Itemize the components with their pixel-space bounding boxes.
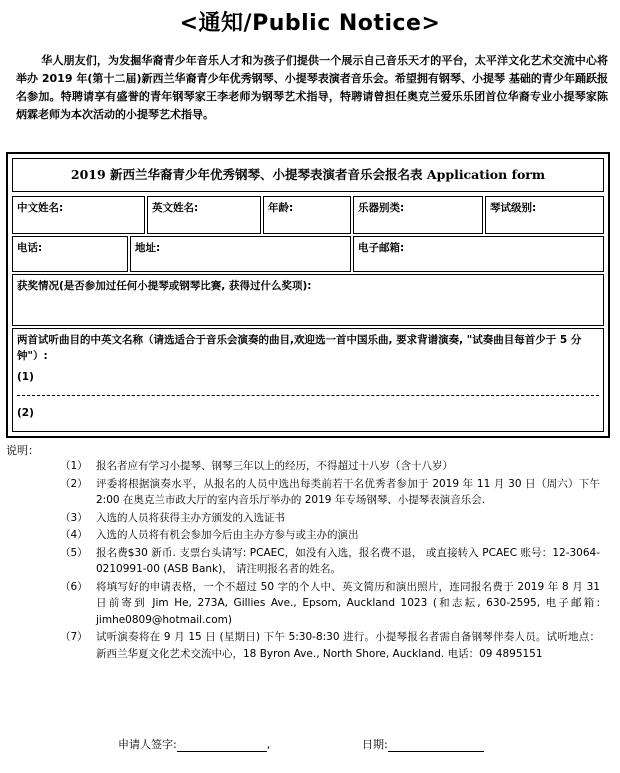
signature-comma: , xyxy=(266,738,271,751)
note-number: （2） xyxy=(60,477,88,490)
notes-label: 说明： xyxy=(6,444,39,457)
applicant-signature-line[interactable] xyxy=(177,737,267,752)
phone-field[interactable] xyxy=(12,236,128,272)
note-text: 评委将根据演奏水平，从报名的人员中选出每类前若干名优秀者参加于 2019 年 11 月 30 日（周六）下午 2:00 在奥克兰市政大厅的室内音乐厅举办的 2019 年专场钢琴、小提琴表演音乐会. xyxy=(96,477,600,506)
english-name-field[interactable] xyxy=(147,196,261,234)
note-number: （7） xyxy=(60,631,88,643)
divider xyxy=(17,395,599,396)
awards-label: 获奖情况(是否参加过任何小提琴或钢琴比赛, 获得过什么奖项): xyxy=(17,280,312,292)
intro-paragraph: 华人朋友们，为发掘华裔青少年音乐人才和为孩子们提供一个展示自己音乐天才的平台，太平洋文化艺术交流中心将举办 2019 年(第十二届)新西兰华裔青少年优秀钢琴、小提琴表演者音乐会。希望拥有钢琴、小提琴 基础的青少年踊跃报名参加。特聘请享有盛誉的青年钢琴家王李老师为钢琴艺术指导，特聘请曾担任奥克兰爱乐乐团首位华裔专业小提琴家陈炳霖老师为本次活动的小提琴艺术指导。 xyxy=(16,54,608,121)
phone-label: 电话: xyxy=(17,242,43,254)
note-text: 试听演奏将在 9 月 15 日 (星期日) 下午 5:30-8:30 进行。小提琴报名者需自备钢琴伴奏人员。试听地点：新西兰华夏文化艺术交流中心，18 Byron Ave., North Shore, Auckland. 电话：09 4895151 xyxy=(96,631,600,660)
note-text: 入选的人员将有机会参加今后由主办方参与或主办的演出 xyxy=(96,529,359,541)
email-field[interactable] xyxy=(353,236,604,272)
applicant-signature xyxy=(118,736,270,752)
date-line[interactable] xyxy=(388,737,484,752)
note-number: （6） xyxy=(60,580,88,593)
notes-list xyxy=(60,458,600,663)
list-item xyxy=(60,629,600,662)
age-label: 年龄: xyxy=(268,202,294,214)
grade-field[interactable] xyxy=(485,196,604,234)
note-number: （1） xyxy=(60,460,88,472)
note-number: （4） xyxy=(60,529,88,541)
list-item xyxy=(60,527,600,544)
list-item xyxy=(60,476,600,509)
list-item xyxy=(60,579,600,629)
list-item xyxy=(60,545,600,578)
note-number: （5） xyxy=(60,546,88,559)
note-text: 报名费$30 新币. 支票台头请写: PCAEC，如没有入选，报名费不退， 或直接转入 PCAEC 账号：12-3064-0210991-00 (ASB Bank)， 请注明报名者的姓名。 xyxy=(96,546,600,575)
instrument-label: 乐器别类: xyxy=(358,202,405,214)
page-title: <通知/Public Notice> xyxy=(179,11,441,36)
note-text: 入选的人员将获得主办方颁发的入选证书 xyxy=(96,511,285,524)
list-item xyxy=(60,510,600,527)
list-item xyxy=(60,458,600,475)
applicant-signature-label: 申请人签字: xyxy=(118,738,177,751)
date-label: 日期: xyxy=(362,738,388,751)
piece-1-label: (1) xyxy=(17,371,34,383)
piece-2-label: (2) xyxy=(17,407,34,419)
date-signature xyxy=(362,736,484,752)
note-text: 报名者应有学习小提琴、钢琴三年以上的经历，不得超过十八岁（含十八岁） xyxy=(96,460,453,472)
age-field[interactable] xyxy=(263,196,351,234)
grade-label: 琴试级别: xyxy=(490,202,537,214)
awards-field[interactable] xyxy=(12,274,604,326)
email-label: 电子邮箱: xyxy=(358,242,405,254)
instrument-field[interactable] xyxy=(353,196,483,234)
pieces-field[interactable] xyxy=(12,328,604,432)
pieces-requirement: 两首试听曲目的中英文名称（请选适合于音乐会演奏的曲目,欢迎选一首中国乐曲, 要求背谱演奏, "试奏曲目每首少于 5 分钟"）: xyxy=(17,334,582,362)
chinese-name-label: 中文姓名: xyxy=(17,202,64,214)
chinese-name-field[interactable] xyxy=(12,196,145,234)
note-number: （3） xyxy=(60,511,88,524)
note-text: 将填写好的申请表格，一个不超过 50 字的个人中、英文简历和演出照片，连同报名费于 2019 年 8 月 31 日前寄到 Jim He, 273A, Gillies Ave., Epsom, Auckland 1023 (和志耘, 630-2595, 电子邮箱: jimhe0809@hotmail.com) xyxy=(96,580,600,626)
address-label: 地址: xyxy=(135,242,161,254)
address-field[interactable] xyxy=(130,236,351,272)
english-name-label: 英文姓名: xyxy=(152,202,199,214)
application-form xyxy=(6,152,610,438)
form-title: 2019 新西兰华裔青少年优秀钢琴、小提琴表演者音乐会报名表 Application form xyxy=(12,158,604,192)
